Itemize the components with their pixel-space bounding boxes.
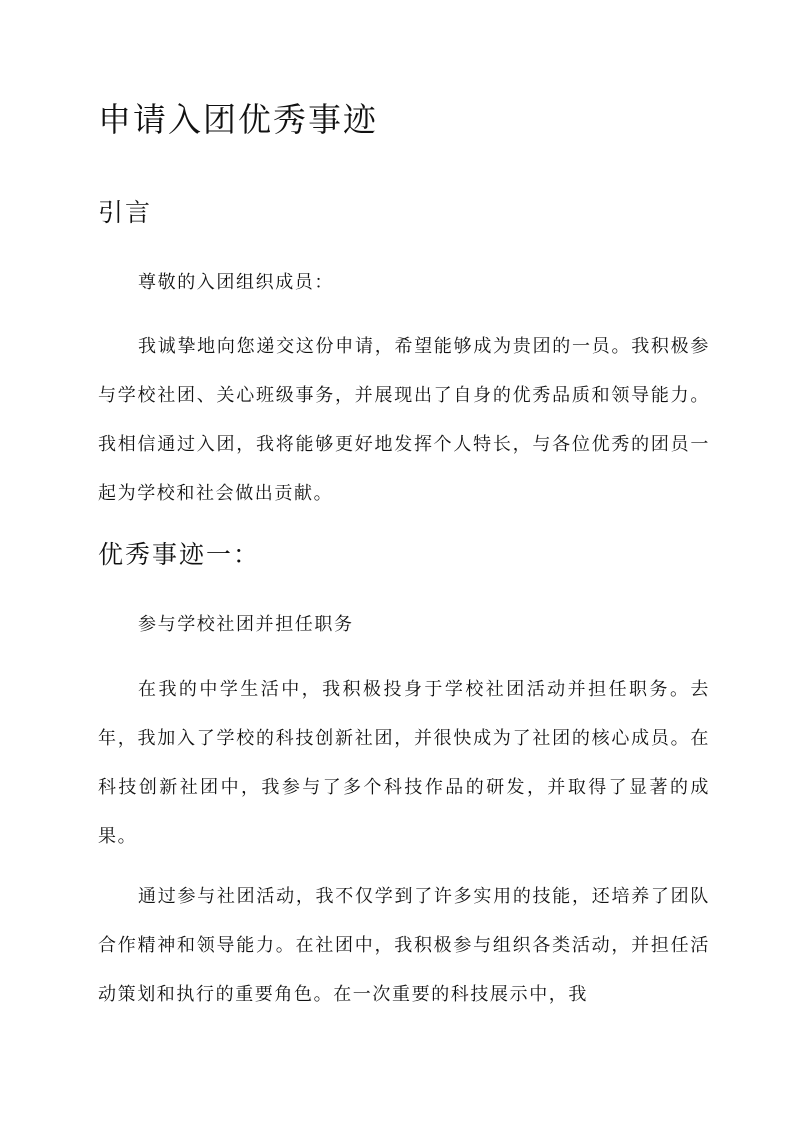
deed-one-paragraph-1: 在我的中学生活中，我积极投身于学校社团活动并担任职务。去年，我加入了学校的科技创新社团，并很快成为了社团的核心成员。在科技创新社团中，我参与了多个科技作品的研发，并取得了显著的成果。	[98, 679, 710, 847]
salutation: 尊敬的入团组织成员：	[138, 272, 334, 293]
intro-paragraph: 我诚挚地向您递交这份申请，希望能够成为贵团的一员。我积极参与学校社团、关心班级事务，并展现出了自身的优秀品质和领导能力。我相信通过入团，我将能够更好地发挥个人特长，与各位优秀的团员一起为学校和社会做出贡献。	[98, 336, 710, 504]
intro-heading: 引言	[98, 198, 153, 227]
deed-one-subtitle: 参与学校社团并担任职务	[138, 614, 354, 635]
document-title: 申请入团优秀事迹	[98, 100, 378, 139]
deed-one-paragraph-2: 通过参与社团活动，我不仅学到了许多实用的技能，还培养了团队合作精神和领导能力。在社团中，我积极参与组织各类活动，并担任活动策划和执行的重要角色。在一次重要的科技展示中，我	[98, 886, 710, 1005]
deed-one-heading: 优秀事迹一：	[98, 540, 261, 569]
